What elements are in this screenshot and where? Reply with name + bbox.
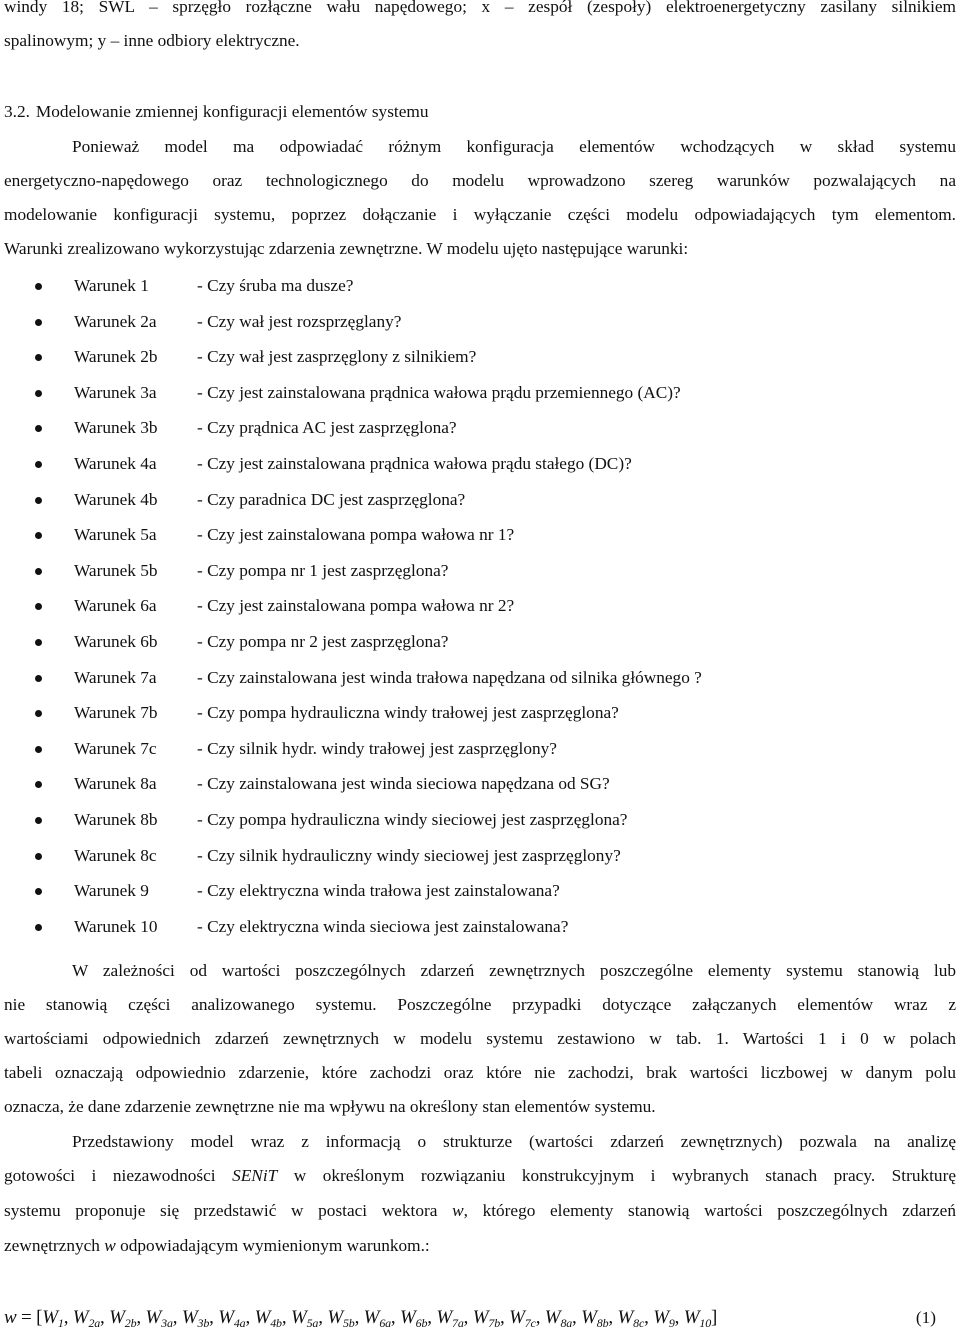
- formula-lhs: w: [4, 1307, 17, 1328]
- condition-question: - Czy pompa hydrauliczna windy sieciowej jest zasprzęglona?: [197, 810, 628, 829]
- condition-question: - Czy silnik hydr. windy trałowej jest zasprzęglony?: [197, 738, 557, 758]
- bullet-icon: [35, 532, 42, 539]
- condition-item: [0, 630, 940, 654]
- bullet-icon: [35, 781, 42, 788]
- paragraph-1-line-3: modelowanie konfiguracji systemu, poprzez dołączanie i wyłączanie części modelu odpowiadających tym elementom.: [4, 205, 956, 224]
- condition-item: [0, 452, 940, 476]
- equation-1: [4, 1305, 954, 1335]
- formula-subscript: 6a: [379, 1316, 391, 1330]
- paragraph-3-line-2: [4, 1166, 956, 1186]
- formula-term: W: [617, 1307, 634, 1328]
- condition-question: - Czy paradnica DC jest zasprzęglona?: [197, 489, 466, 509]
- condition-item: [0, 879, 940, 903]
- formula-subscript: 2a: [88, 1316, 101, 1330]
- paragraph-3-line-3: [4, 1201, 956, 1221]
- formula-subscript: 7a: [452, 1316, 464, 1330]
- condition-item: [0, 416, 940, 440]
- formula-subscript: 8b: [596, 1316, 609, 1330]
- formula-subscript: 9: [668, 1316, 675, 1330]
- condition-question: - Czy pompa hydrauliczna windy trałowej jest zasprzęglona?: [197, 703, 619, 723]
- paragraph-3-line-4: [4, 1236, 956, 1256]
- condition-label: Warunek 6b: [74, 632, 158, 651]
- text-run: odpowiadającym wymienionym warunkom.:: [115, 1236, 430, 1255]
- bullet-icon: [35, 888, 42, 895]
- formula-term: W: [509, 1307, 525, 1328]
- condition-item: [0, 808, 940, 832]
- condition-label: Warunek 5b: [74, 560, 158, 580]
- condition-item: [0, 345, 940, 369]
- condition-question: - Czy elektryczna winda trałowa jest zainstalowana?: [197, 881, 560, 901]
- condition-item: [0, 381, 940, 405]
- formula-subscript: 5b: [342, 1316, 355, 1330]
- text-run: w określonym rozwiązaniu konstrukcyjnym i wybranych stanach pracy. Strukturę: [277, 1166, 956, 1185]
- condition-item: [0, 915, 940, 939]
- formula-term: W: [145, 1307, 162, 1328]
- condition-item: [0, 666, 940, 690]
- paragraph-2-line-2: nie stanowią części analizowanego systemu. Poszczególne przypadki dotyczące załączanych elementów wraz z: [4, 995, 956, 1014]
- condition-label: Warunek 8b: [74, 810, 158, 829]
- condition-question: - Czy jest zainstalowana pompa wałowa nr 1?: [197, 525, 515, 545]
- formula-term: W: [327, 1307, 343, 1328]
- condition-item: [0, 594, 940, 618]
- bullet-icon: [35, 390, 42, 397]
- intro-line-1: windy 18; SWL – sprzęgło rozłączne wału napędowego; x – zespół (zespoły) elektroenergetyczny zasilany silnikiem: [4, 0, 956, 16]
- bullet-icon: [35, 568, 42, 575]
- condition-item: [0, 274, 940, 298]
- formula-subscript: 6b: [415, 1316, 428, 1330]
- bullet-icon: [35, 497, 42, 504]
- condition-label: Warunek 7a: [74, 667, 157, 687]
- formula-subscript: 7b: [488, 1316, 500, 1330]
- formula-subscript: 5a: [306, 1316, 319, 1330]
- formula-term: W: [581, 1307, 597, 1328]
- text-run: systemu proponuje się przedstawić w postaci wektora: [4, 1201, 453, 1220]
- condition-item: [0, 310, 940, 334]
- text-run: gotowości i niezawodności: [4, 1166, 233, 1185]
- formula-term: W: [683, 1307, 700, 1328]
- condition-label: Warunek 1: [74, 276, 149, 295]
- formula-term: W: [181, 1307, 198, 1328]
- condition-label: Warunek 4b: [74, 489, 158, 509]
- condition-item: [0, 772, 940, 796]
- paragraph-1-line-2: energetyczno-napędowego oraz technologicznego do modelu wprowadzono szereg warunków pozwalających na: [4, 171, 956, 190]
- bullet-icon: [35, 603, 42, 610]
- bullet-icon: [35, 746, 42, 753]
- condition-question: - Czy prądnica AC jest zasprzęglona?: [197, 418, 457, 438]
- bullet-icon: [35, 817, 42, 824]
- condition-question: - Czy śruba ma dusze?: [197, 276, 354, 295]
- bullet-icon: [35, 461, 42, 468]
- equation-expression: $w = [W_1$, $W_{2a}$, $W_{2b}$, $W_{3a}$, $W_{3b}$, $W_{4a}$, $W_{4b}$, $W_{5a}$, $W_{5b}$, $W_{6a}$, $W_{6b}$, $W_{7a}$, $W_{7b}$, $W_{7c}$, $W_{8a}$, $W_{8b}$, $W_{8c}$, $W_9$, $W_{10}$]: [4, 1307, 718, 1330]
- condition-label: Warunek 8c: [74, 845, 157, 865]
- formula-term: W: [544, 1307, 561, 1328]
- senit-term: SENiT: [232, 1166, 278, 1185]
- formula-subscript: 7c: [524, 1316, 536, 1330]
- paragraph-1-line-1: Ponieważ model ma odpowiadać różnym konfiguracja elementów wchodzących w skład systemu: [72, 137, 956, 156]
- formula-subscript: 4b: [270, 1316, 282, 1330]
- condition-label: Warunek 3a: [74, 382, 157, 402]
- paragraph-2-line-4: tabeli oznaczają odpowiednio zdarzenie, które zachodzi oraz które nie zachodzi, brak wartości liczbowej w danym polu: [4, 1063, 956, 1082]
- text-run: , którego elementy stanowią wartości poszczególnych zdarzeń: [463, 1201, 956, 1220]
- equation-number: (1): [915, 1308, 936, 1327]
- bullet-icon: [35, 319, 42, 326]
- condition-label: Warunek 4a: [74, 454, 157, 473]
- condition-question: - Czy jest zainstalowana prądnica wałowa prądu przemiennego (AC)?: [197, 382, 681, 402]
- formula-subscript: 10: [699, 1316, 712, 1330]
- formula-open: = [: [16, 1307, 43, 1328]
- condition-label: Warunek 9: [74, 881, 149, 901]
- formula-term: W: [218, 1307, 234, 1328]
- condition-item: [0, 701, 940, 725]
- condition-label: Warunek 5a: [74, 525, 157, 545]
- bullet-icon: [35, 354, 42, 361]
- condition-item: [0, 737, 940, 761]
- condition-label: Warunek 7c: [74, 738, 157, 758]
- formula-close: ]: [711, 1307, 718, 1328]
- formula-term: W: [400, 1307, 416, 1328]
- condition-label: Warunek 3b: [74, 418, 158, 438]
- vector-symbol: w: [104, 1236, 116, 1255]
- condition-question: - Czy jest zainstalowana pompa wałowa nr 2?: [197, 596, 515, 616]
- condition-question: - Czy wał jest rozsprzęglany?: [197, 311, 402, 331]
- paragraph-2-line-3: wartościami odpowiednich zdarzeń zewnętrznych w modelu systemu zestawiono w tab. 1. Wartości 1 i 0 w polach: [4, 1029, 956, 1048]
- paragraph-2-line-5: oznacza, że dane zdarzenie zewnętrzne nie ma wpływu na określony stan elementów systemu.: [4, 1097, 656, 1116]
- condition-question: - Czy zainstalowana jest winda trałowa napędzana od silnika głównego ?: [197, 667, 702, 687]
- condition-item: [0, 844, 940, 868]
- formula-term: W: [42, 1307, 58, 1328]
- condition-question: - Czy pompa nr 2 jest zasprzęglona?: [197, 632, 449, 651]
- section-heading: [4, 102, 428, 122]
- formula-term: W: [363, 1307, 380, 1328]
- condition-question: - Czy pompa nr 1 jest zasprzęglona?: [197, 560, 449, 580]
- bullet-icon: [35, 675, 42, 682]
- formula-term: W: [436, 1307, 453, 1328]
- condition-question: - Czy silnik hydrauliczny windy sieciowej jest zasprzęglony?: [197, 845, 621, 865]
- text-run: zewnętrznych: [4, 1236, 105, 1255]
- condition-question: - Czy zainstalowana jest winda sieciowa napędzana od SG?: [197, 774, 610, 794]
- formula-subscript: 8a: [560, 1316, 573, 1330]
- formula-term: W: [472, 1307, 489, 1328]
- condition-item: [0, 559, 940, 583]
- formula-subscript: 1: [57, 1316, 64, 1330]
- section-number: 3.2.: [4, 102, 30, 121]
- paragraph-1-line-4: Warunki zrealizowano wykorzystując zdarzenia zewnętrzne. W modelu ujęto następujące warunki:: [4, 239, 689, 258]
- formula-subscript: 3b: [197, 1316, 210, 1330]
- formula-subscript: 3a: [161, 1316, 173, 1330]
- condition-label: Warunek 2a: [74, 311, 157, 331]
- condition-label: Warunek 7b: [74, 703, 158, 723]
- condition-label: Warunek 10: [74, 916, 158, 936]
- bullet-icon: [35, 283, 42, 290]
- paragraph-2-line-1: W zależności od wartości poszczególnych zdarzeń zewnętrznych poszczególne elementy systemu stanowią lub: [72, 961, 956, 980]
- formula-term: W: [653, 1307, 669, 1328]
- condition-question: - Czy wał jest zasprzęglony z silnikiem?: [197, 347, 477, 367]
- bullet-icon: [35, 425, 42, 432]
- condition-question: - Czy elektryczna winda sieciowa jest zainstalowana?: [197, 916, 569, 936]
- bullet-icon: [35, 853, 42, 860]
- intro-line-2: spalinowym; y – inne odbiory elektryczne.: [4, 31, 300, 50]
- bullet-icon: [35, 924, 42, 931]
- formula-subscript: 8c: [633, 1316, 645, 1330]
- condition-label: Warunek 6a: [74, 596, 157, 616]
- condition-question: - Czy jest zainstalowana prądnica wałowa prądu stałego (DC)?: [197, 454, 632, 473]
- bullet-icon: [35, 639, 42, 646]
- condition-item: [0, 488, 940, 512]
- condition-label: Warunek 2b: [74, 347, 158, 367]
- formula-term: W: [254, 1307, 271, 1328]
- vector-symbol: w: [452, 1201, 464, 1220]
- formula-term: W: [290, 1307, 307, 1328]
- condition-label: Warunek 8a: [74, 774, 157, 794]
- formula-subscript: 2b: [124, 1316, 137, 1330]
- paragraph-3-line-1: Przedstawiony model wraz z informacją o strukturze (wartości zdarzeń zewnętrznych) pozwala na analizę: [72, 1132, 956, 1151]
- bullet-icon: [35, 710, 42, 717]
- formula-term: W: [109, 1307, 125, 1328]
- condition-item: [0, 523, 940, 547]
- formula-subscript: 4a: [233, 1316, 246, 1330]
- section-title: Modelowanie zmiennej konfiguracji elementów systemu: [35, 102, 429, 121]
- formula-term: W: [72, 1307, 89, 1328]
